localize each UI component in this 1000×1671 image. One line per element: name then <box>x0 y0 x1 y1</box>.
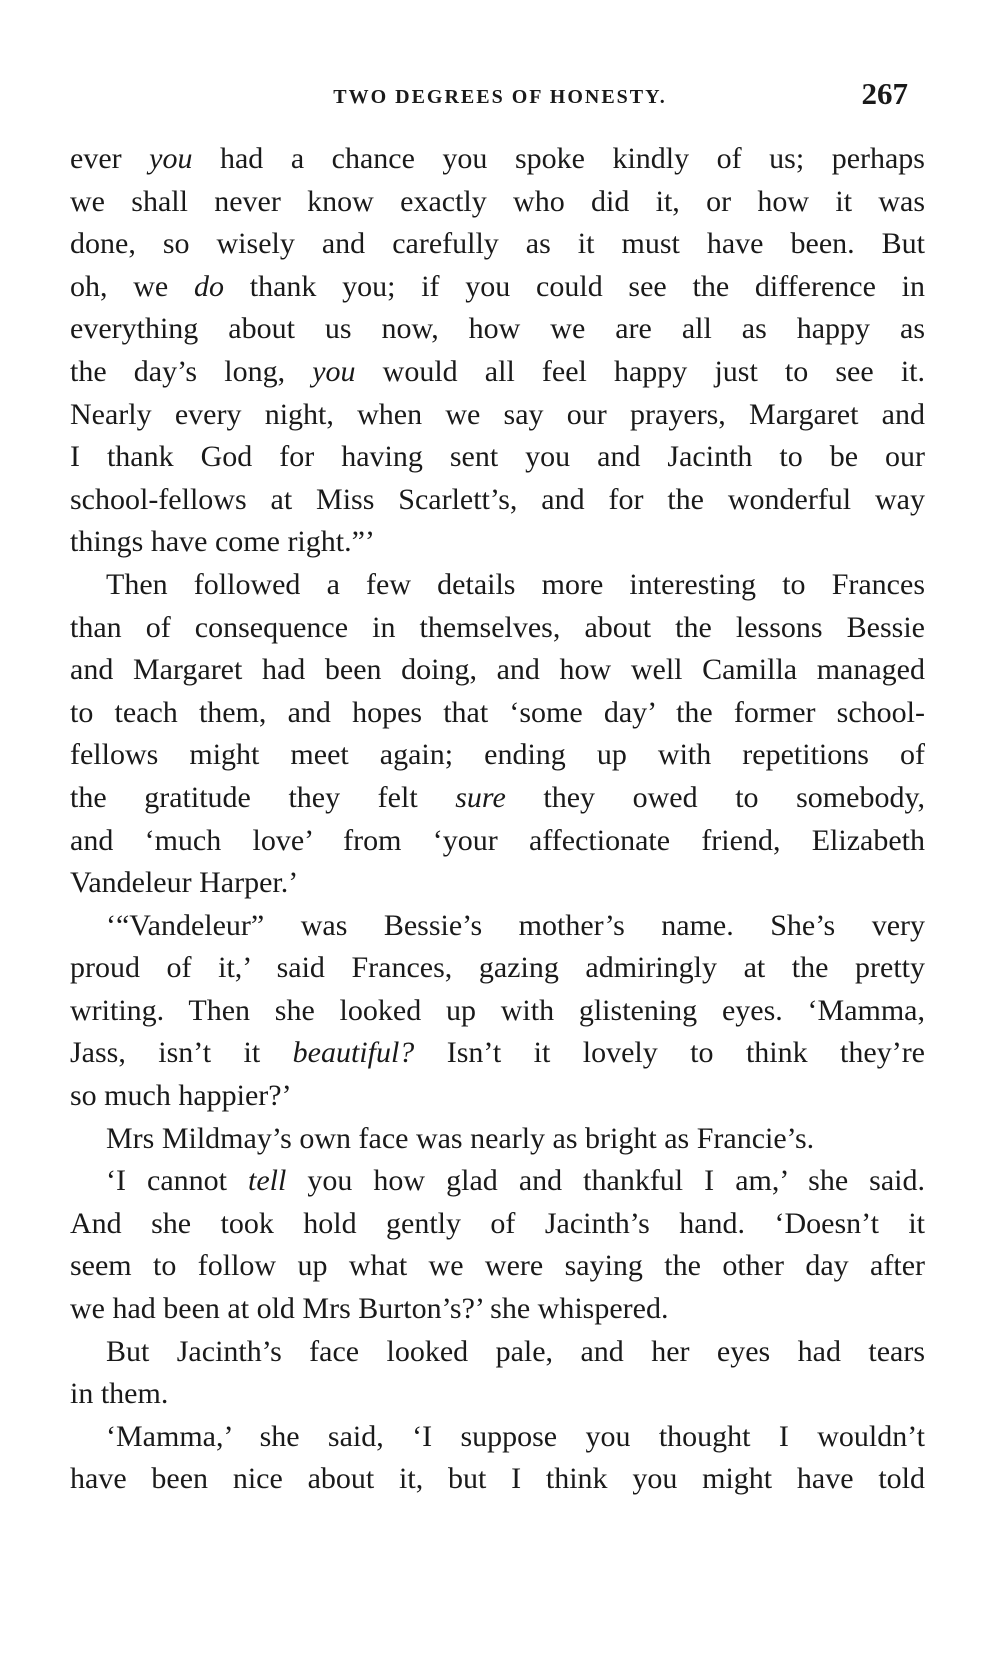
text-line <box>70 564 925 607</box>
running-title: TWO DEGREES OF HONESTY. <box>333 86 667 108</box>
text-run: seem to follow up what we were saying the other day after <box>70 1249 925 1283</box>
text-line <box>70 1118 925 1161</box>
text-line <box>70 394 925 437</box>
text-run: writing. Then she looked up with glistening eyes. ‘Mamma, <box>70 993 925 1027</box>
text-run: Mrs Mildmay’s own face was nearly as bright as Francie’s. <box>106 1121 815 1155</box>
text-line <box>70 436 925 479</box>
running-head <box>0 72 1000 122</box>
text-line <box>70 692 925 735</box>
text-line <box>70 905 925 948</box>
text-line <box>70 1458 925 1501</box>
paragraph <box>70 1416 925 1501</box>
paragraph <box>70 905 925 1118</box>
italic-word: you <box>312 354 356 388</box>
italic-word: you <box>149 142 193 175</box>
text-run: have been nice about it, but I think you might have told <box>70 1462 925 1496</box>
text-line <box>70 521 925 564</box>
text-run: you how glad and thankful I am,’ she said. <box>286 1164 926 1198</box>
italic-word: beautiful? <box>292 1036 415 1070</box>
text-line <box>70 1203 925 1246</box>
text-line <box>70 734 925 777</box>
text-line <box>70 1160 925 1203</box>
body-text <box>70 138 925 1501</box>
italic-word: sure <box>455 780 506 814</box>
text-run: Vandeleur Harper.’ <box>70 866 299 900</box>
text-line <box>70 947 925 990</box>
text-run: the gratitude they felt <box>70 780 456 814</box>
text-line <box>70 138 925 181</box>
text-run: ever <box>70 142 150 175</box>
text-run: And she took hold gently of Jacinth’s hand. ‘Doesn’t it <box>70 1206 925 1240</box>
paragraph <box>70 564 925 905</box>
text-line <box>70 181 925 224</box>
text-run: oh, we <box>70 269 194 303</box>
text-line <box>70 1416 925 1459</box>
text-run: things have come right.”’ <box>70 525 375 559</box>
text-run: Jass, isn’t it <box>70 1036 293 1070</box>
text-run: I thank God for having sent you and Jacinth to be our <box>70 440 925 474</box>
text-run: in them. <box>70 1377 169 1411</box>
text-line <box>70 308 925 351</box>
text-line <box>70 351 925 394</box>
text-line <box>70 1373 925 1416</box>
text-line <box>70 223 925 266</box>
text-run: and Margaret had been doing, and how well Camilla managed <box>70 653 925 687</box>
text-run: done, so wisely and carefully as it must have been. But <box>70 227 925 261</box>
paragraph <box>70 1160 925 1330</box>
paragraph <box>70 1118 925 1161</box>
text-run: thank you; if you could see the difference in <box>223 269 925 303</box>
page-number: 267 <box>861 76 908 111</box>
text-run: Nearly every night, when we say our prayers, Margaret and <box>70 397 925 431</box>
text-line <box>70 777 925 820</box>
text-line <box>70 820 925 863</box>
text-run: ‘Mamma,’ she said, ‘I suppose you thought I wouldn’t <box>106 1419 925 1453</box>
paragraph <box>70 138 925 564</box>
text-line <box>70 479 925 522</box>
text-run: we had been at old Mrs Burton’s?’ she whispered. <box>70 1292 669 1326</box>
text-run: they owed to somebody, <box>505 780 925 814</box>
text-run: ‘“Vandeleur” was Bessie’s mother’s name. She’s very <box>106 908 925 942</box>
paragraph <box>70 1331 925 1416</box>
text-run: everything about us now, how we are all as happy as <box>70 312 925 346</box>
text-run: ‘I cannot <box>106 1164 249 1198</box>
text-line <box>70 607 925 650</box>
text-run: to teach them, and hopes that ‘some day’ the former school- <box>70 695 925 729</box>
text-line <box>70 649 925 692</box>
text-line <box>70 1032 925 1075</box>
text-run: school-fellows at Miss Scarlett’s, and for the wonderful way <box>70 482 925 516</box>
text-run: than of consequence in themselves, about the lessons Bessie <box>70 610 925 644</box>
italic-word: tell <box>248 1164 287 1198</box>
text-line <box>70 990 925 1033</box>
text-run: we shall never know exactly who did it, or how it was <box>70 184 925 218</box>
text-run: would all feel happy just to see it. <box>355 354 925 388</box>
text-line <box>70 1288 925 1331</box>
text-line <box>70 1245 925 1288</box>
text-run: the day’s long, <box>70 354 313 388</box>
text-run: But Jacinth’s face looked pale, and her eyes had tears <box>106 1334 925 1368</box>
text-line <box>70 1075 925 1118</box>
text-run: fellows might meet again; ending up with repetitions of <box>70 738 925 772</box>
text-run: Isn’t it lovely to think they’re <box>414 1036 925 1070</box>
text-run: proud of it,’ said Frances, gazing admiringly at the pretty <box>70 951 925 985</box>
text-line <box>70 266 925 309</box>
text-line <box>70 862 925 905</box>
text-run: had a chance you spoke kindly of us; perhaps <box>192 142 925 175</box>
text-run: and ‘much love’ from ‘your affectionate friend, Elizabeth <box>70 823 925 857</box>
text-run: Then followed a few details more interesting to Frances <box>106 567 925 601</box>
text-run: so much happier?’ <box>70 1079 292 1113</box>
text-line <box>70 1331 925 1374</box>
italic-word: do <box>193 269 224 303</box>
